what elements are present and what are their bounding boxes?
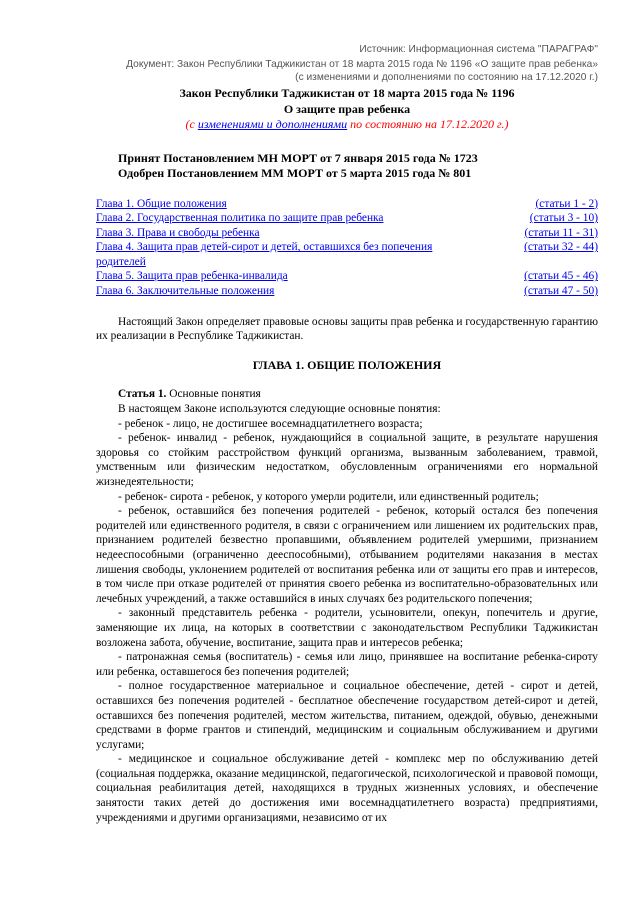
approved-line: Одобрен Постановлением ММ МОРТ от 5 марта 2015 года № 801: [118, 166, 472, 180]
definition-paragraph: - патронажная семья (воспитатель) - семья или лицо, принявшее на воспитание ребенка-сироту или ребенка, оставшегося без попечения родителей;: [96, 651, 598, 678]
toc-row: [96, 284, 598, 299]
definition-paragraph: - медицинское и социальное обслуживание детей - комплекс мер по обслуживанию детей (социальная поддержка, оказание медицинской, педагогической, психологической и правовой помощи, социальная реабилитация детей, находящихся в трудных жизненных условиях, и обеспечение занятости таких детей до достижения ими восемнадцатилетнего возраста) предприятиями, учреждениями и другими организациями, независимо от их: [96, 753, 598, 824]
definition-paragraph: - полное государственное материальное и социальное обеспечение, детей - сирот и детей, оставшихся без попечения родителей - бесплатное обеспечение государством детей-сирот и детей, оставшихся без попечения родителей, местом жительства, питанием, одеждой, обувью, денежными средствами в форме грантов и стипендий, медицинским и социальным обслуживанием и другими услугами;: [96, 680, 598, 751]
toc-chapter-5[interactable]: Глава 5. Защита прав ребенка-инвалида: [96, 270, 288, 283]
toc-row: [96, 211, 598, 226]
toc-row: [96, 240, 598, 269]
source-line: Источник: Информационная система "ПАРАГРАФ": [359, 44, 598, 55]
definition-paragraph: - ребенок, оставшийся без попечения родителей - ребенок, который остался без попечения родителей или единственного родителя, в связи с ограничением или лишением их родительских прав, признанием родителей безвестно пропавшими, объявлением родителей умершими, признанием недееспособными (ограниченно дееспособными), отбыванием родителями наказания в местах лишения свободы, уклонением родителей от воспитания ребенка или от защиты его прав и интересов, в том числе при отказе родителей от принятия своего ребенка из воспитательно-образовательных или лечебных учреждений, а также оставшийся в иных случаях без родительского попечения;: [96, 505, 598, 605]
toc-chapter-2[interactable]: Глава 2. Государственная политика по защите прав ребенка: [96, 212, 384, 225]
toc-chapter-1[interactable]: Глава 1. Общие положения: [96, 197, 227, 210]
definition-paragraph: - ребенок - лицо, не достигшее восемнадцатилетнего возраста;: [118, 417, 423, 430]
toc-row: [96, 226, 598, 241]
toc-articles-6[interactable]: (статьи 47 - 50): [524, 285, 598, 298]
chapter-heading: ГЛАВА 1. ОБЩИЕ ПОЛОЖЕНИЯ: [252, 357, 442, 372]
definition-paragraph: - ребенок- инвалид - ребенок, нуждающийся в социальной защите, в результате нарушения здоровья со стойким расстройством функций организма, вызванным заболеванием, травмой, умственным или физическим недостатком, обусловленным ограничениями его нормальной жизнедеятельности;: [96, 432, 598, 488]
preamble: Настоящий Закон определяет правовые основы защиты прав ребенка и государственную гарантию их реализации в Республике Таджикистан.: [96, 315, 598, 343]
definition-paragraph: - ребенок- сирота - ребенок, у которого умерли родители, или единственный родитель;: [118, 490, 539, 503]
toc-row: [96, 269, 598, 284]
toc-articles-3[interactable]: (статьи 11 - 31): [524, 226, 598, 239]
law-subtitle: О защите прав ребенка: [283, 101, 411, 116]
adopted-line: Принят Постановлением МН МОРТ от 7 января 2015 года № 1723: [118, 150, 478, 165]
document-line: [126, 58, 598, 84]
toc-chapter-6[interactable]: Глава 6. Заключительные положения: [96, 285, 275, 298]
status-suffix: по состоянию на 17.12.2020 г.): [347, 117, 509, 131]
toc-articles-1[interactable]: (статьи 1 - 2): [535, 197, 598, 210]
amendment-status: [96, 117, 598, 133]
toc-articles-5[interactable]: (статьи 45 - 46): [524, 270, 598, 283]
article-title: Основные понятия: [166, 388, 261, 401]
toc-row: [96, 197, 598, 212]
toc-articles-4[interactable]: (статьи 32 - 44): [524, 241, 598, 254]
status-prefix: (с: [185, 117, 198, 131]
article-label: Статья 1.: [118, 388, 167, 401]
table-of-contents: [96, 197, 598, 299]
document-page: [96, 86, 598, 825]
document-line-1: Документ: Закон Республики Таджикистан от 18 марта 2015 года № 1196 «О защите прав ребенка»: [126, 59, 598, 70]
toc-chapter-4[interactable]: Глава 4. Защита прав детей-сирот и детей, оставшихся без попечения родителей: [96, 241, 433, 268]
amendments-link[interactable]: изменениями и дополнениями: [197, 117, 348, 131]
toc-articles-2[interactable]: (статьи 3 - 10): [529, 212, 598, 225]
definition-paragraph: - законный представитель ребенка - родители, усыновители, опекун, попечитель и другие, заменяющие их лица, на которых в соответствии с законодательством Республики Таджикистан возложена забота, обучение, воспитание, защита прав и интересов ребенка;: [96, 607, 598, 649]
article-heading: [96, 387, 598, 402]
adoption-info: [118, 151, 598, 182]
toc-chapter-3[interactable]: Глава 3. Права и свободы ребенка: [96, 226, 260, 239]
definition-paragraph: В настоящем Законе используются следующие основные понятия:: [118, 403, 441, 416]
document-line-2: (с изменениями и дополнениями по состоянию на 17.12.2020 г.): [295, 72, 598, 83]
law-title: Закон Республики Таджикистан от 18 марта 2015 года № 1196: [179, 86, 515, 100]
